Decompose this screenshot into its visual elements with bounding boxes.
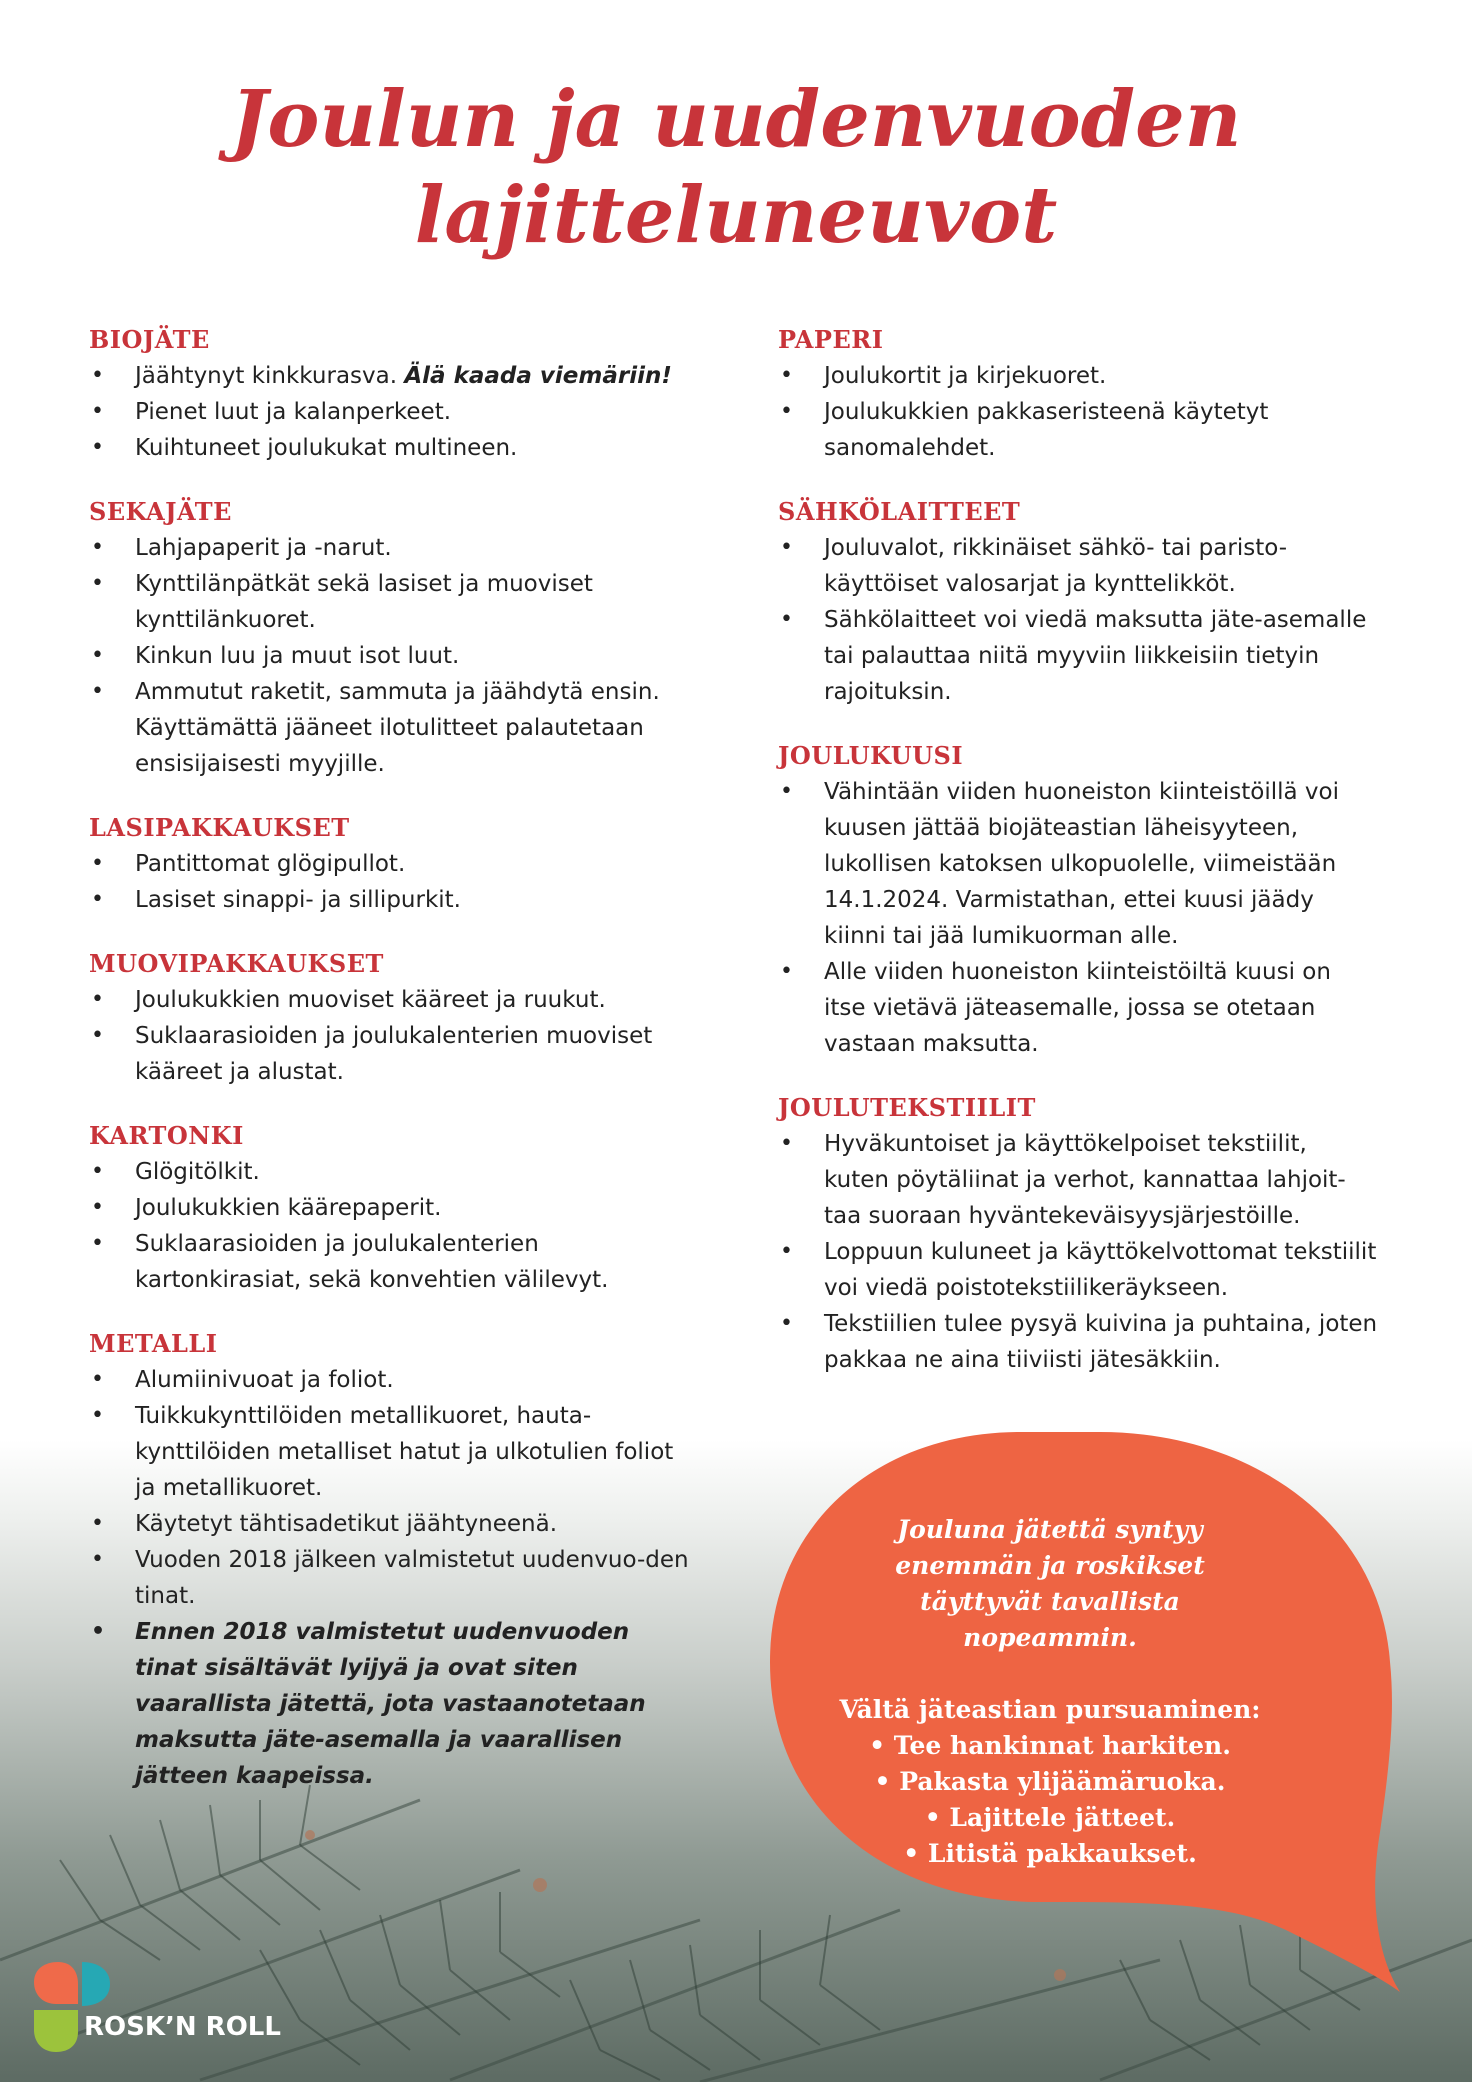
logo-teal-leaf-icon <box>82 1962 110 2006</box>
list-item <box>89 882 689 918</box>
title-line-2: lajitteluneuvot <box>414 170 1058 261</box>
bullet-list <box>778 1126 1378 1378</box>
page-title <box>0 72 1472 264</box>
list-item-text: Joulukortit ja kirjekuoret. <box>824 363 1107 389</box>
section-biojäte <box>89 322 689 466</box>
list-item-text: Alumiinivuoat ja foliot. <box>135 1367 394 1393</box>
list-item <box>89 1018 689 1090</box>
list-item <box>778 530 1378 602</box>
list-item-text: Tuikkukynttilöiden metallikuoret, hauta-kynttilöiden metalliset hatut ja ulkotulien foliot ja metallikuoret. <box>135 1403 674 1501</box>
list-item <box>89 1542 689 1614</box>
list-item-text: Jäähtynyt kinkkurasva. <box>135 363 405 389</box>
list-item-text: Tekstiilien tulee pysyä kuivina ja puhtaina, joten pakkaa ne aina tiiviisti jätesäkkiin. <box>824 1311 1378 1373</box>
list-item-emphasis: Älä kaada viemäriin! <box>404 363 672 389</box>
list-item <box>89 1226 689 1298</box>
list-item-text: Lasiset sinappi- ja sillipurkit. <box>135 887 461 913</box>
bubble-tips-list <box>790 1728 1310 1872</box>
list-item <box>778 1306 1378 1378</box>
bubble-tip: • Tee hankinnat harkiten. <box>869 1731 1231 1760</box>
list-item-text: Kinkun luu ja muut isot luut. <box>135 643 460 669</box>
section-metalli <box>89 1326 689 1794</box>
list-item <box>778 1234 1378 1306</box>
list-item-text: Suklaarasioiden ja joulukalenterien kartonkirasiat, sekä konvehtien välilevyt. <box>135 1231 609 1293</box>
list-item <box>89 1506 689 1542</box>
bubble-intro-line: enemmän ja roskikset <box>895 1551 1205 1580</box>
section-heading: JOULUTEKSTIILIT <box>778 1093 1036 1122</box>
list-item <box>89 430 689 466</box>
list-item-text: Glögitölkit. <box>135 1159 260 1185</box>
bullet-list <box>778 530 1378 710</box>
list-item <box>89 358 689 394</box>
bubble-tips-heading: Vältä jäteastian pursuaminen: <box>839 1695 1261 1724</box>
logo-green-leaf-icon <box>34 2010 78 2052</box>
section-heading: PAPERI <box>778 325 884 354</box>
list-item <box>778 954 1378 1062</box>
list-item <box>89 566 689 638</box>
section-heading: BIOJÄTE <box>89 325 210 354</box>
list-item-text: Alle viiden huoneiston kiinteistöiltä kuusi on itse vietävä jäteasemalle, jossa se otetaan vastaan maksutta. <box>824 959 1331 1057</box>
list-item-text: Suklaarasioiden ja joulukalenterien muoviset kääreet ja alustat. <box>135 1023 653 1085</box>
list-item-text: Vuoden 2018 jälkeen valmistetut uudenvuo-den tinat. <box>135 1547 689 1609</box>
list-item-text: Käytetyt tähtisadetikut jäähtyneenä. <box>135 1511 558 1537</box>
bubble-intro-line: Jouluna jätettä syntyy <box>897 1515 1203 1544</box>
list-item-text: Loppuun kuluneet ja käyttökelvottomat tekstiilit voi viedä poistotekstiilikeräykseen. <box>824 1239 1377 1301</box>
list-item-text: Lahjapaperit ja -narut. <box>135 535 392 561</box>
section-heading: SEKAJÄTE <box>89 497 232 526</box>
section-heading: JOULUKUUSI <box>778 741 964 770</box>
list-item-text: Ammutut raketit, sammuta ja jäähdytä ensin. Käyttämättä jääneet ilotulitteet palautetaan ensisijaisesti myyjille. <box>135 679 660 777</box>
list-item <box>89 1154 689 1190</box>
bubble-tip: • Litistä pakkaukset. <box>903 1839 1197 1868</box>
list-item-text: Joulukukkien muoviset kääreet ja ruukut. <box>135 987 606 1013</box>
list-item <box>89 1190 689 1226</box>
list-item <box>89 674 689 782</box>
bullet-list <box>89 530 689 782</box>
section-heading: MUOVIPAKKAUKSET <box>89 949 384 978</box>
list-item <box>778 602 1378 710</box>
section-paperi <box>778 322 1378 466</box>
section-kartonki <box>89 1118 689 1298</box>
list-item-text: Joulukukkien pakkaseristeenä käytetyt sanomalehdet. <box>824 399 1269 461</box>
bullet-list <box>89 358 689 466</box>
list-item <box>89 982 689 1018</box>
bullet-list <box>89 982 689 1090</box>
section-sähkölaitteet <box>778 494 1378 710</box>
list-item-text: Joulukukkien käärepaperit. <box>135 1195 442 1221</box>
bubble-tip: • Lajittele jätteet. <box>924 1803 1176 1832</box>
bubble-tips <box>790 1692 1310 1872</box>
list-item <box>89 394 689 430</box>
bullet-list <box>89 846 689 918</box>
list-item-text: Jouluvalot, rikkinäiset sähkö- tai paristo-käyttöiset valosarjat ja kynttelikköt. <box>824 535 1288 597</box>
bubble-intro <box>790 1512 1310 1656</box>
section-joulukuusi <box>778 738 1378 1062</box>
right-column <box>778 322 1378 1406</box>
list-item <box>89 1614 689 1794</box>
section-heading: SÄHKÖLAITTEET <box>778 497 1021 526</box>
section-heading: LASIPAKKAUKSET <box>89 813 350 842</box>
section-lasipakkaukset <box>89 810 689 918</box>
list-item <box>778 1126 1378 1234</box>
section-heading: KARTONKI <box>89 1121 244 1150</box>
list-item-text: Vähintään viiden huoneiston kiinteistöillä voi kuusen jättää biojäteastian läheisyyteen, lukollisen katoksen ulkopuolelle, viimeistään 14.1.2024. Varmistathan, ettei kuusi jäädy kiinni tai jää lumikuorman alle. <box>824 779 1339 949</box>
list-item <box>778 394 1378 466</box>
bullet-list <box>778 358 1378 466</box>
list-item <box>89 1362 689 1398</box>
bullet-list <box>89 1154 689 1298</box>
bubble-intro-line: nopeammin. <box>963 1623 1137 1652</box>
left-column <box>89 322 689 1822</box>
list-item-text: Pienet luut ja kalanperkeet. <box>135 399 452 425</box>
list-item-text: Hyväkuntoiset ja käyttökelpoiset tekstiilit, kuten pöytäliinat ja verhot, kannattaa lahjoit-taa suoraan hyväntekeväisyysjärjestöille. <box>824 1131 1346 1229</box>
bullet-list <box>778 774 1378 1062</box>
list-item-text: Ennen 2018 valmistetut uudenvuoden tinat sisältävät lyijyä ja ovat siten vaarallista jätettä, jota vastaanotetaan maksutta jäte-asemalla ja vaarallisen jätteen kaapeissa. <box>135 1619 646 1789</box>
speech-bubble <box>790 1512 1310 1872</box>
title-line-1: Joulun ja uudenvuoden <box>230 74 1242 165</box>
list-item <box>778 774 1378 954</box>
list-item-text: Sähkölaitteet voi viedä maksutta jäte-asemalle tai palauttaa niitä myyviin liikkeisiin tietyin rajoituksin. <box>824 607 1367 705</box>
list-item <box>89 846 689 882</box>
bubble-tip: • Pakasta ylijäämäruoka. <box>874 1767 1226 1796</box>
logo-orange-leaf-icon <box>34 1962 78 2004</box>
section-sekajäte <box>89 494 689 782</box>
list-item <box>89 638 689 674</box>
logo-text: ROSK’N ROLL <box>84 2012 281 2042</box>
list-item <box>89 1398 689 1506</box>
bullet-list <box>89 1362 689 1794</box>
bubble-intro-line: täyttyvät tavallista <box>920 1587 1180 1616</box>
list-item-text: Pantittomat glögipullot. <box>135 851 406 877</box>
list-item <box>778 358 1378 394</box>
section-muovipakkaukset <box>89 946 689 1090</box>
section-heading: METALLI <box>89 1329 218 1358</box>
list-item-text: Kynttilänpätkät sekä lasiset ja muoviset kynttilänkuoret. <box>135 571 593 633</box>
list-item-text: Kuihtuneet joulukukat multineen. <box>135 435 518 461</box>
list-item <box>89 530 689 566</box>
section-joulutekstiilit <box>778 1090 1378 1378</box>
